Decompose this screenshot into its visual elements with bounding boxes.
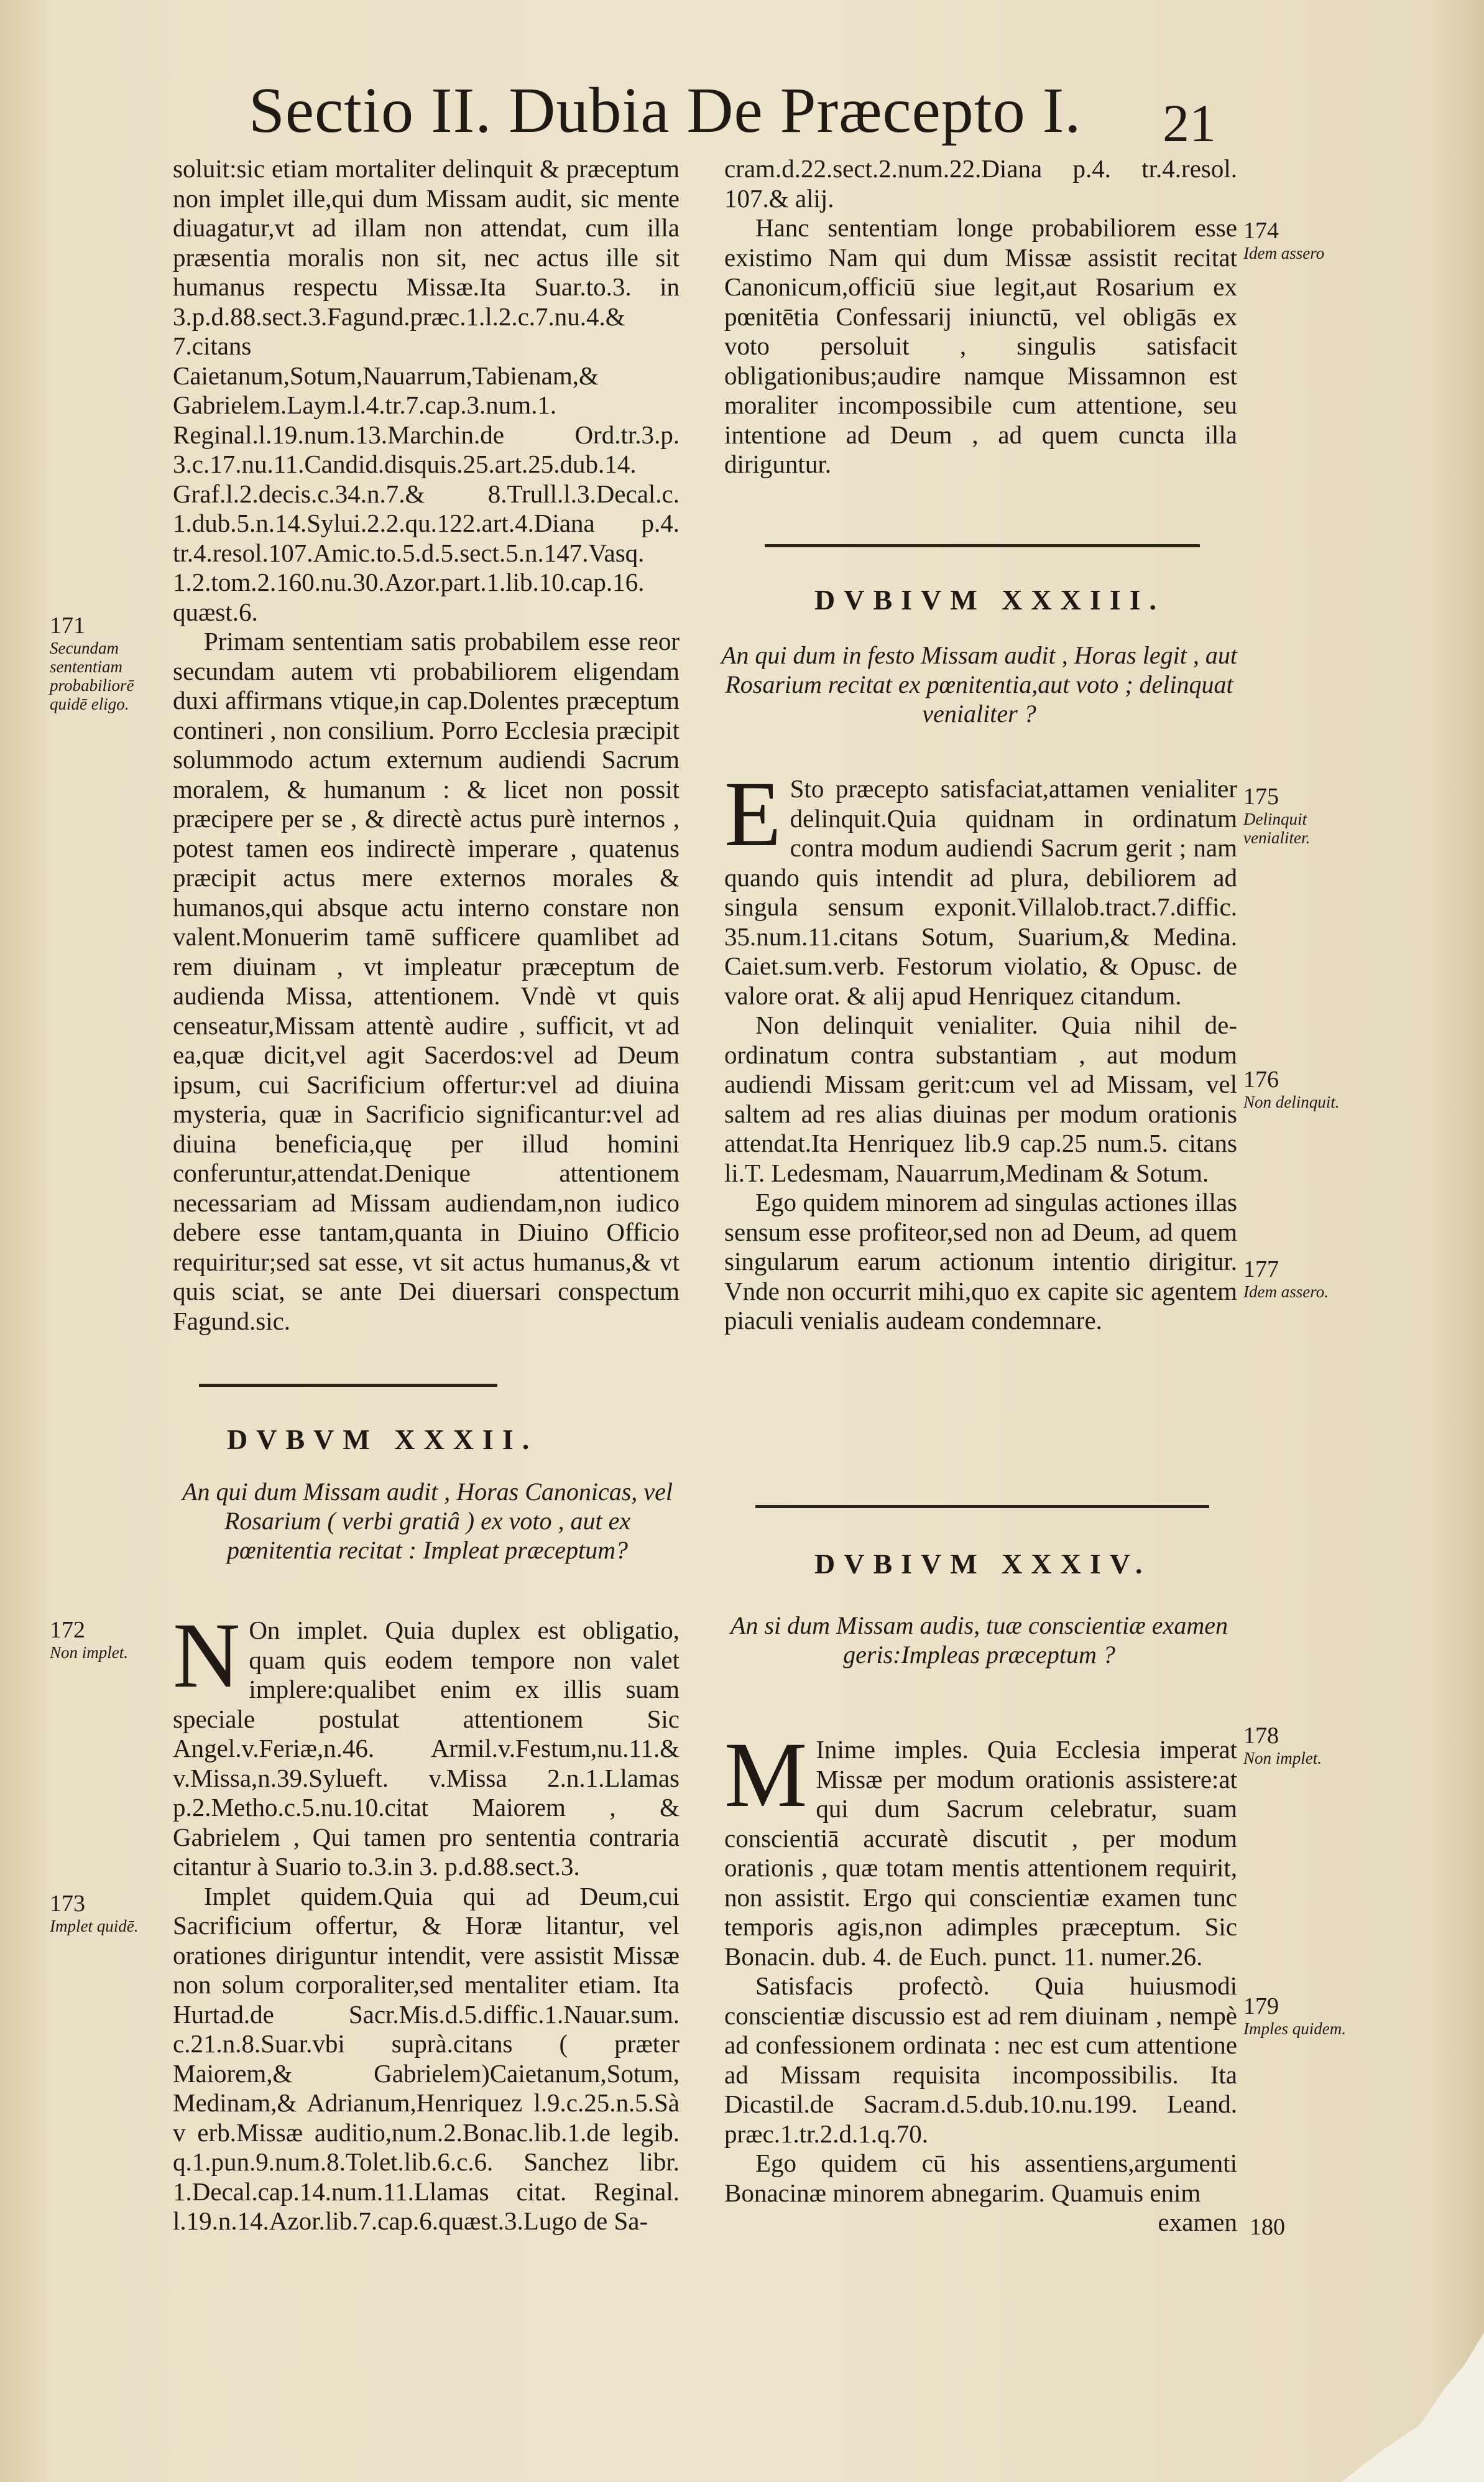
catchword: examen (1158, 2208, 1237, 2236)
drop-cap-e: E (724, 762, 781, 866)
margin-number: 175 (1243, 784, 1279, 810)
running-head: Sectio II. Dubia De Præcepto I. (249, 75, 1082, 146)
margin-text: Non implet. (1243, 1749, 1322, 1767)
dubium-question-34: An si dum Missam audis, tuæ conscientiæ examen geris:Impleas præceptum ? (730, 1611, 1228, 1669)
left-text-4: Implet quidem.Quia qui ad Deum,cui Sacrificium offertur, & Horæ litantur, vel orationes diriguntur intendit, vere assistit Missæ non solum corporaliter,sed mentaliter etiam. Ita Hurtad.de Sacr.Mis.d.5.diffic.1.Nauar.sum. c.21.n.8.Suar.vbi suprà.citans ( præter Maiorem,& Gabrielem)Caietanum,Sotum, Medinam,& Adrianum,Henriquez l.9.c.25.n.5.Sà v erb.Missæ auditio,num.2.Bonac.lib.1.de legib. q.1.pun.9.num.8.Tolet.lib.6.c.6. Sanchez libr. 1.Decal.cap.14.num.11.Llamas citat. Reginal. l.19.n.14.Azor.lib.7.cap.6.quæst.3.Lugo de Sa- (173, 1881, 680, 2235)
right-text-4: Non delinquit venialiter. Quia nihil de-ordinatum contra substantiam , aut modum audiendi Missam gerit:cum vel ad Missam, vel saltem ad res alias diuinas per modum orationis attendat.Ita Henriquez lib.9 cap.25 num.5. citans li.T. Ledesmam, Nauarrum,Medinam & Sotum. (724, 1011, 1237, 1187)
margin-number: 172 (50, 1617, 85, 1643)
margin-text: Secundam sententiam probabiliorē quidē eligo. (50, 639, 134, 713)
section-rule (755, 1505, 1209, 1508)
right-text-1: cram.d.22.sect.2.num.22.Diana p.4. tr.4.resol. 107.& alij. (724, 154, 1237, 213)
margin-note-174 (1243, 218, 1349, 262)
left-text-2: Primam sententiam satis probabilem esse reor secundam autem vti probabiliorem eligendam duxi affirmans vtique,in cap.Dolentes præceptum contineri , non consilium. Porro Ecclesia præcipit solummodo actum externum audiendi Sacrum moralem, & humanum : & licet non possit præcipere per se , & directè actus purè internos , potest tamen eos indirectè imperare , quatenus præcipit actus mere externos morales & humanos,qui absque actu interno constare non valent.Monuerim tamē sufficere quamlibet ad rem diuinam , vt impleatur præceptum de audienda Missa, attentionem. Vndè vt quis censeatur,Missam attentè audire , sufficit, vt ad ea,quæ dicit,vel agit Sacerdos:vel ad Deum ipsum, cui Sacrificium offertur:vel ad diuina mysteria, quæ in Sacrificio significantur:vel ad diuina beneficia,quę per illud homini conferuntur,attendat.Denique attentionem necessariam ad Missam audiendam,non iudico debere esse tantam,quanta in Diuino Officio requiritur;sed sat esse, vt sit actus humanus,& vt quis sciat, se ante Dei diuersari conspectum Fagund.sic. (173, 627, 680, 1335)
section-rule (199, 1384, 497, 1387)
margin-note-176 (1243, 1067, 1349, 1111)
right-text-3: Sto præcepto satisfaciat,attamen venialiter delinquit.Quia quidnam in ordinatum contra modum audiendi Sacrum gerit ; nam quando quis intendit ad plura, debiliorem ad singula sensum exponit.Villalob.tract.7.diffic. 35.num.11.citans Sotum, Suarium,& Medina. Caiet.sum.verb. Festorum violatio, & Opusc. de valore orat. & alij apud Henriquez citandum. (724, 774, 1237, 1010)
section-rule (765, 544, 1200, 547)
left-text-1: soluit:sic etiam mortaliter delinquit & præceptum non implet ille,qui dum Missam audit, sic mente diuagatur,vt ad illam non attendat, cum illa præsentia moralis non sit, nec actus ille sit humanus respectu Missæ.Ita Suar.to.3. in 3.p.d.88.sect.3.Fagund.præc.1.l.2.c.7.nu.4.& 7.citans Caietanum,Sotum,Nauarrum,Tabienam,& Gabrielem.Laym.l.4.tr.7.cap.3.num.1. Reginal.l.19.num.13.Marchin.de Ord.tr.3.p. 3.c.17.nu.11.Candid.disquis.25.art.25.dub.14. Graf.l.2.decis.c.34.n.7.& 8.Trull.l.3.Decal.c. 1.dub.5.n.14.Sylui.2.2.qu.122.art.4.Diana p.4. tr.4.resol.107.Amic.to.5.d.5.sect.5.n.147.Vasq. 1.2.tom.2.160.nu.30.Azor.part.1.lib.10.cap.16. quæst.6. (173, 154, 680, 626)
margin-text: Idem assero (1243, 244, 1325, 262)
right-text-5: Ego quidem minorem ad singulas actiones illas sensum esse profiteor,sed non ad Deum, ad quem singularum earum actionum intentio dirigitur. Vnde non occurrit mihi,quo ex capite sic agentem piaculi venialis audeam condemnare. (724, 1188, 1237, 1335)
margin-note-172 (50, 1617, 168, 1662)
margin-number: 174 (1243, 218, 1279, 244)
left-paragraph-1 (173, 154, 680, 1336)
dubium-heading-33: DVBIVM XXXIII. (814, 584, 1166, 616)
drop-cap-m: M (724, 1723, 808, 1827)
page-number: 21 (1163, 93, 1216, 153)
dubium-heading-34: DVBIVM XXXIV. (814, 1548, 1151, 1580)
margin-text: Non implet. (50, 1643, 128, 1662)
right-paragraph-3 (724, 1723, 1237, 2238)
margin-note-180 (1250, 2214, 1343, 2240)
margin-text: Imples quidem. (1243, 2019, 1346, 2038)
margin-note-175 (1243, 784, 1349, 847)
margin-note-179 (1243, 1993, 1349, 2038)
margin-note-171 (50, 613, 168, 713)
left-text-3: On implet. Quia duplex est obligatio, quam quis eodem tempore non valet implere:qualibet enim ex illis suam speciale postulat attentionem Sic Angel.v.Feriæ,n.46. Armil.v.Festum,nu.11.& v.Missa,n.39.Sylueft. v.Missa 2.n.1.Llamas p.2.Metho.c.5.nu.10.citat Maiorem , & Gabrielem , Qui tamen pro sententia contraria citantur à Suario to.3.in 3. p.d.88.sect.3. (173, 1616, 680, 1881)
dubium-heading-32: DVBVM XXXII. (227, 1424, 538, 1455)
right-text-2: Hanc sententiam longe probabiliorem esse existimo Nam qui dum Missæ assistit recitat Canonicum,officiū siue legit,aut Rosarium ex pœnitētia Confessarij iniunctū, vel obligās ex voto persoluit , singulis satisfacit obligationibus;audire namque Missamnon est moraliter incompossibile cum attentione, seu intentione ad Deum , ad quem cuncta illa diriguntur. (724, 213, 1237, 478)
dubium-question-33: An qui dum in festo Missam audit , Horas legit , aut Rosarium recitat ex pœnitentia,aut voto ; delinquat venialiter ? (721, 641, 1237, 728)
left-paragraph-3 (173, 1604, 680, 2236)
margin-number: 173 (50, 1891, 85, 1917)
drop-cap-n: N (173, 1604, 241, 1707)
margin-number: 176 (1243, 1067, 1279, 1093)
margin-number: 177 (1243, 1256, 1279, 1282)
right-text-8: Ego quidem cū his assentiens,argumenti Bonacinæ minorem abnegarim. Quamuis enim (724, 2149, 1237, 2207)
margin-text: Delinquit venialiter. (1243, 810, 1311, 847)
right-text-6: Inime imples. Quia Ecclesia imperat Missæ per modum orationis assistere:at qui dum Sacrum celebratur, suam conscientiā accuratè discutit , per modum orationis , quæ totam mentis attentionem requirit, non assistit. Ergo qui conscientiæ examen tunc temporis agis,non adimples præceptum. Sic Bonacin. dub. 4. de Euch. punct. 11. numer.26. (724, 1735, 1237, 1971)
margin-note-178 (1243, 1723, 1349, 1767)
margin-number: 171 (50, 613, 85, 639)
margin-note-177 (1243, 1256, 1349, 1301)
right-paragraph-1 (724, 154, 1237, 479)
margin-number: 178 (1243, 1723, 1279, 1749)
dubium-question-32: An qui dum Missam audit , Horas Canonicas, vel Rosarium ( verbi gratiâ ) ex voto , aut ex pœnitentia recitat : Impleat præceptum? (182, 1478, 673, 1564)
margin-text: Non delinquit. (1243, 1093, 1340, 1111)
margin-note-173 (50, 1891, 168, 1935)
margin-text: Idem assero. (1243, 1282, 1329, 1301)
margin-number: 180 (1250, 2214, 1285, 2240)
margin-text: Implet quidē. (50, 1917, 139, 1935)
right-text-7: Satisfacis profectò. Quia huiusmodi conscientiæ discussio est ad rem diuinam , nempè ad confessionem ordinata : nec est cum attentione ad Missam requisita incompossibilis. Ita Dicastil.de Sacram.d.5.dub.10.nu.199. Leand. præc.1.tr.2.d.1.q.70. (724, 1971, 1237, 2148)
margin-number: 179 (1243, 1993, 1279, 2019)
right-paragraph-2 (724, 762, 1237, 1336)
